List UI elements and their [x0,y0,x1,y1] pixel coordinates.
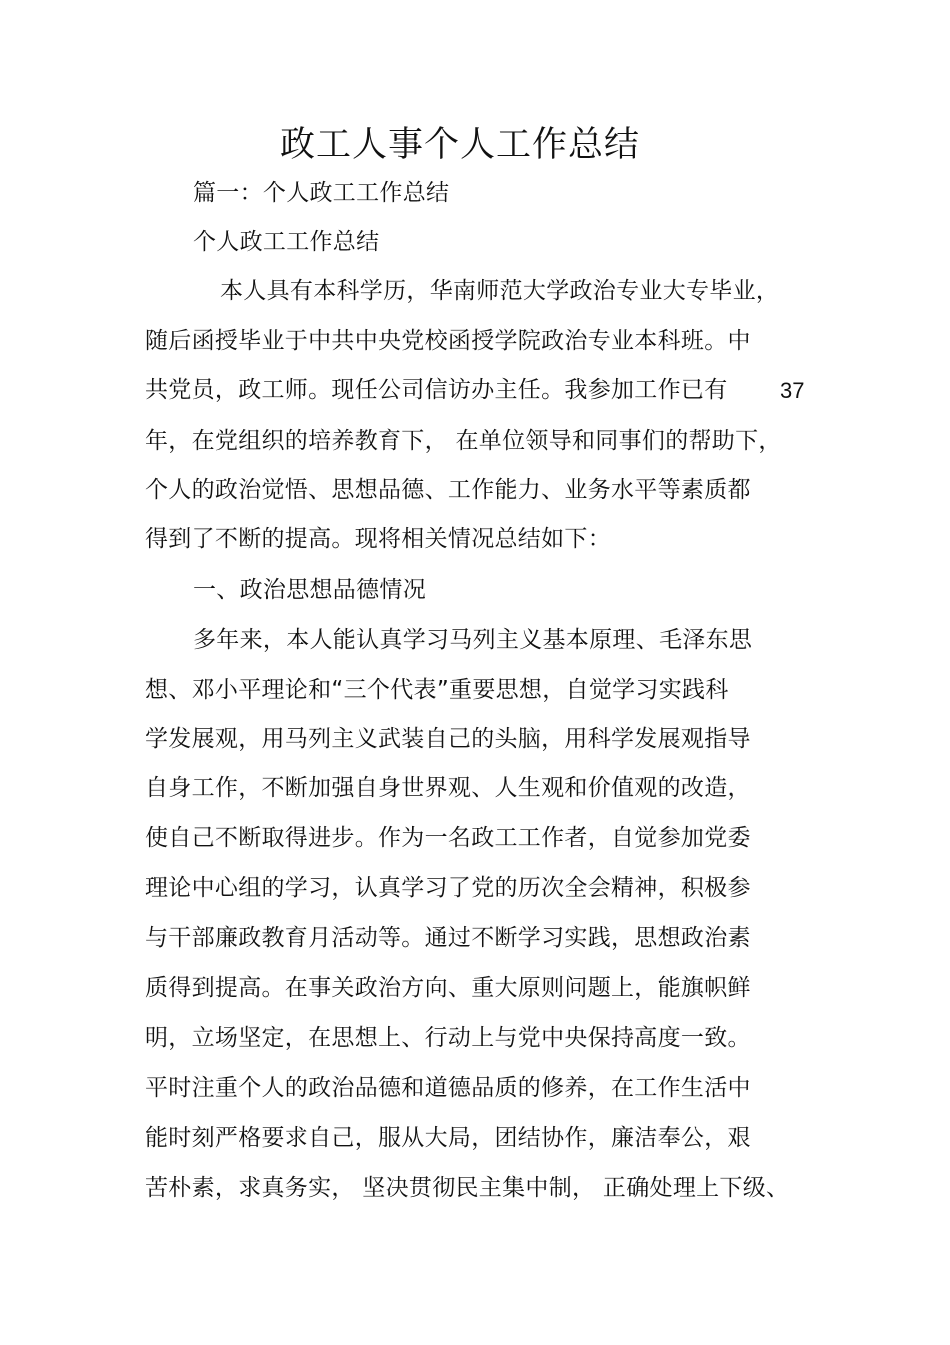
paragraph-line: 学发展观，用马列主义武装自己的头脑，用科学发展观指导 [145,726,751,752]
section-heading: 一、政治思想品德情况 [193,577,426,603]
paragraph-line: 质得到提高。在事关政治方向、重大原则问题上，能旗帜鲜 [145,975,751,1001]
paragraph-line: 本人具有本科学历，华南师范大学政治专业大专毕业， [220,278,780,304]
paragraph-line: 使自己不断取得进步。作为一名政工工作者，自觉参加党委 [145,825,751,851]
subheading: 个人政工工作总结 [193,229,380,255]
paragraph-line: 苦朴素，求真务实， 坚决贯彻民主集中制， 正确处理上下级、 [145,1175,790,1201]
paragraph-line: 明，立场坚定，在思想上、行动上与党中央保持高度一致。 [145,1025,751,1051]
paragraph-line: 平时注重个人的政治品德和道德品质的修养，在工作生活中 [145,1075,751,1101]
paragraph-line: 能时刻严格要求自己，服从大局，团结协作，廉洁奉公，艰 [145,1125,751,1151]
paragraph-line: 理论中心组的学习，认真学习了党的历次全会精神，积极参 [145,875,751,901]
document-title: 政工人事个人工作总结 [279,125,640,165]
years-number: 37 [780,378,805,403]
section-heading: 篇一：个人政工工作总结 [193,180,450,206]
paragraph-line: 与干部廉政教育月活动等。通过不断学习实践，思想政治素 [145,925,751,951]
paragraph-line: 想、邓小平理论和“三个代表”重要思想，自觉学习实践科 [145,677,729,703]
paragraph-line: 年，在党组织的培养教育下， 在单位领导和同事们的帮助下， [145,428,782,454]
paragraph-line: 个人的政治觉悟、思想品德、工作能力、业务水平等素质都 [145,477,751,503]
paragraph-line: 多年来，本人能认真学习马列主义基本原理、毛泽东思 [193,627,753,653]
paragraph-line: 共党员，政工师。现任公司信访办主任。我参加工作已有 [145,377,728,403]
paragraph-line: 随后函授毕业于中共中央党校函授学院政治专业本科班。中 [145,328,751,354]
paragraph-line: 自身工作，不断加强自身世界观、人生观和价值观的改造， [145,775,751,801]
paragraph-line: 得到了不断的提高。现将相关情况总结如下： [145,526,611,552]
